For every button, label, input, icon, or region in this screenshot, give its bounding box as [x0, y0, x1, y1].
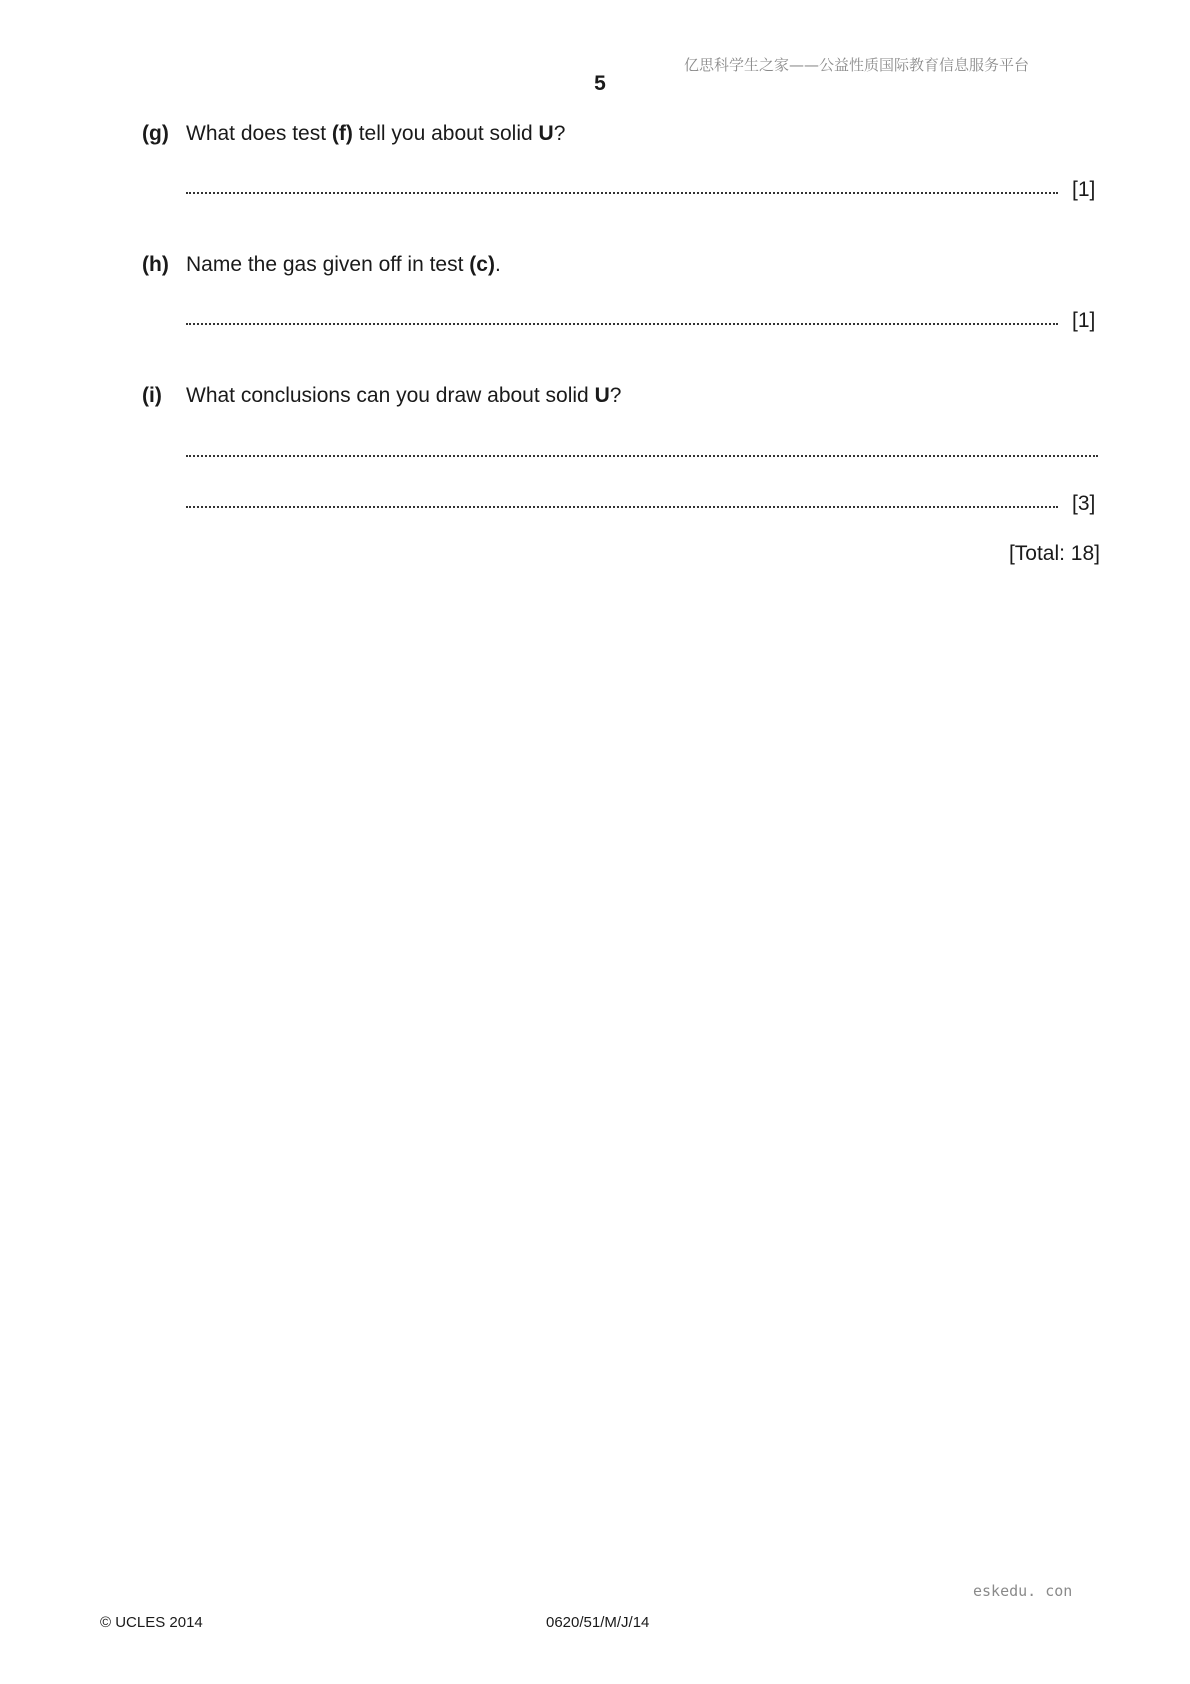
dotted-answer-line[interactable] [186, 486, 1058, 508]
question-g [142, 121, 565, 147]
question-label: (g) [142, 122, 169, 145]
question-text: What conclusions can you draw about solid U? [186, 384, 622, 407]
total-marks: [Total: 18] [1008, 542, 1100, 565]
answer-line-i-1[interactable] [186, 437, 1098, 459]
question-h [142, 252, 501, 278]
marks-label: [3] [1072, 492, 1096, 515]
marks-label: [1] [1072, 309, 1096, 332]
answer-line-g[interactable] [186, 174, 1095, 203]
dotted-answer-line[interactable] [186, 303, 1058, 325]
page-number: 5 [594, 72, 606, 95]
answer-line-i-2[interactable] [186, 488, 1095, 517]
dotted-answer-line[interactable] [186, 172, 1058, 194]
question-text: Name the gas given off in test (c). [186, 253, 501, 276]
paper-code: 0620/51/M/J/14 [546, 1614, 650, 1631]
copyright: © UCLES 2014 [100, 1614, 203, 1631]
question-text: What does test (f) tell you about solid U? [186, 122, 566, 145]
marks-label: [1] [1072, 178, 1096, 201]
header-watermark: 亿思科学生之家——公益性质国际教育信息服务平台 [684, 56, 1030, 74]
question-i [142, 383, 621, 409]
answer-line-h[interactable] [186, 305, 1095, 334]
footer-watermark: eskedu. con [973, 1582, 1073, 1600]
question-label: (i) [142, 384, 162, 407]
question-label: (h) [142, 253, 169, 276]
dotted-answer-line[interactable] [186, 435, 1098, 457]
